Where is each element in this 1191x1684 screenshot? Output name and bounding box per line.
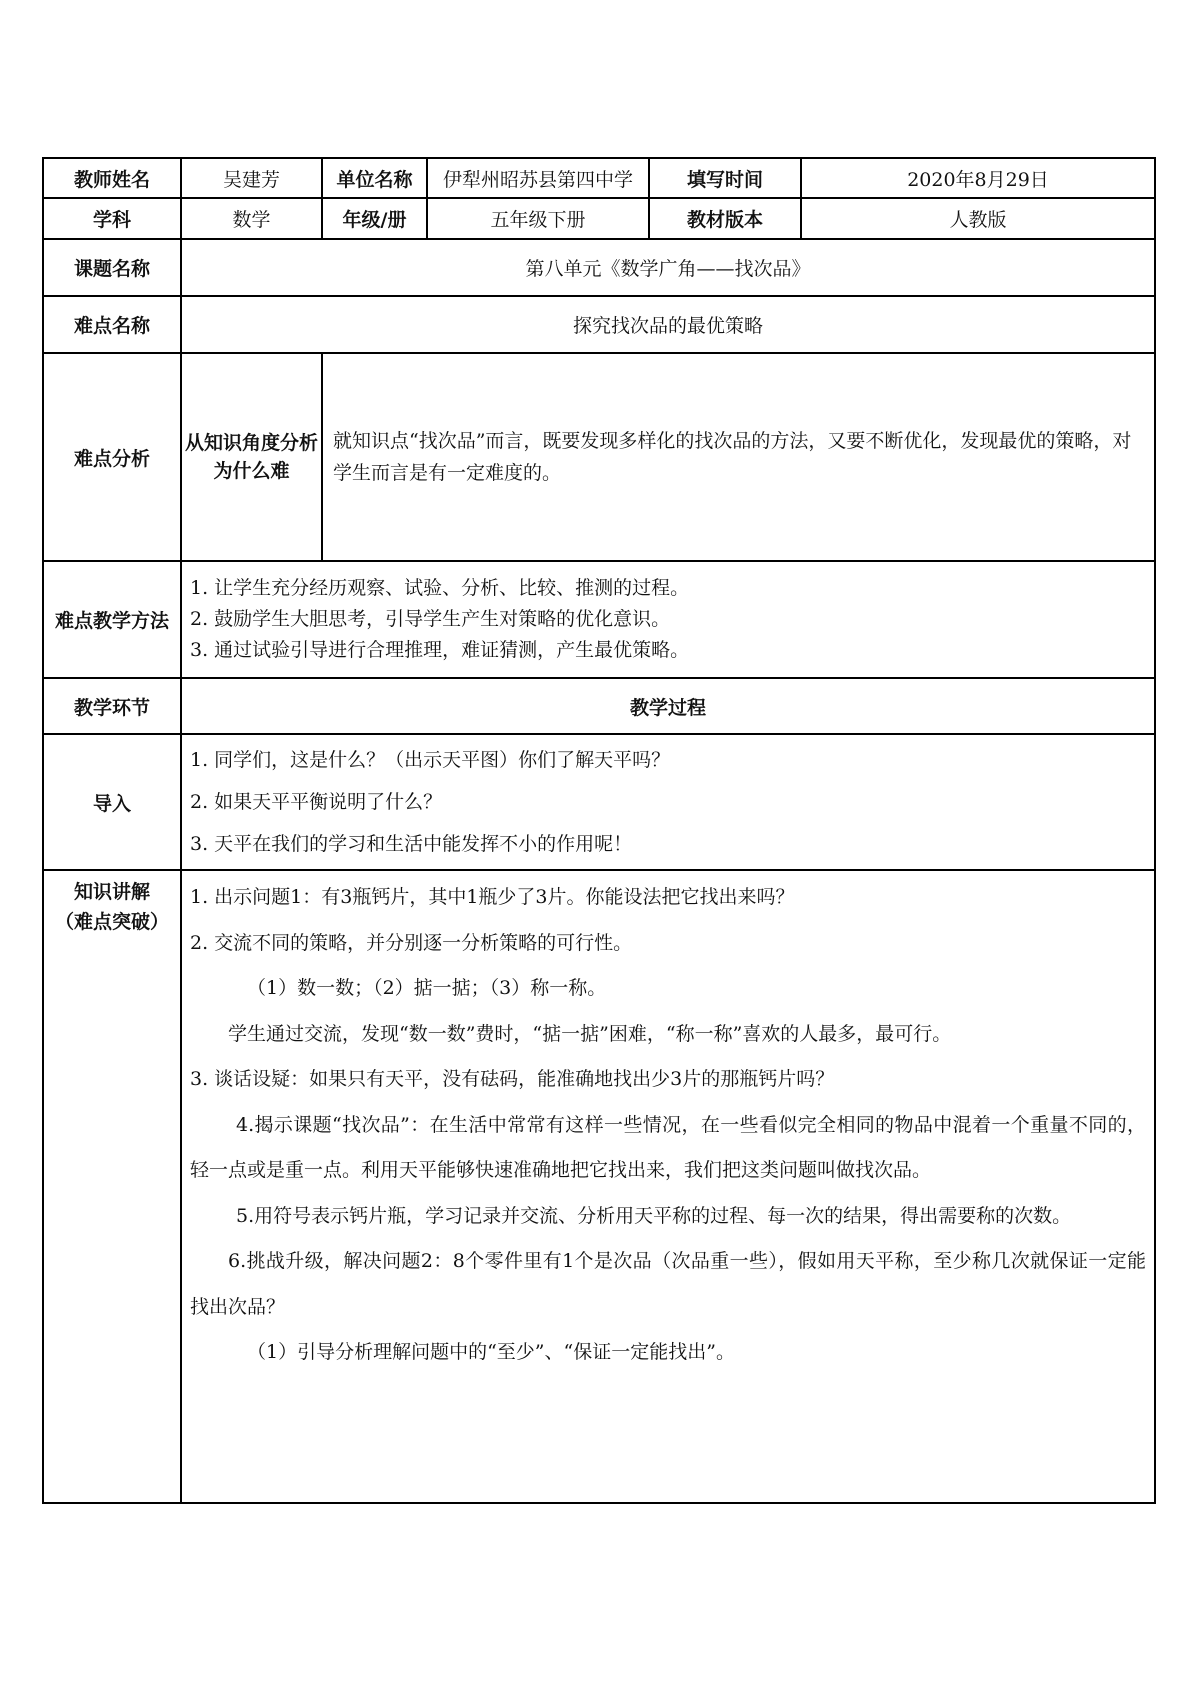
unit-value: 伊犁州昭苏县第四中学 <box>427 158 649 198</box>
methods-item-1: 1. 让学生充分经历观察、试验、分析、比较、推测的过程。 <box>190 577 690 599</box>
knowledge-para-4: 学生通过交流，发现“数一数”费时，“掂一掂”困难，“称一称”喜欢的人最多，最可行。 <box>228 1022 952 1045</box>
intro-item-1: 1. 同学们，这是什么？（出示天平图）你们了解天平吗？ <box>190 749 671 771</box>
analysis-text: 就知识点“找次品”而言，既要发现多样化的找次品的方法，又要不断优化，发现最优的策略，对学生而言是有一定难度的。 <box>322 353 1155 561</box>
methods-list <box>181 561 1155 678</box>
lesson-plan-table <box>42 157 1156 1504</box>
edition-label: 教材版本 <box>649 198 801 239</box>
row-knowledge <box>43 870 1155 1503</box>
date-label: 填写时间 <box>649 158 801 198</box>
analysis-sub-label <box>181 353 322 561</box>
analysis-label: 难点分析 <box>43 353 181 561</box>
teacher-value: 吴建芳 <box>181 158 322 198</box>
difficulty-value: 探究找次品的最优策略 <box>181 296 1155 353</box>
date-value: 2020年8月29日 <box>801 158 1155 198</box>
knowledge-label-line1: 知识讲解 <box>73 881 150 903</box>
process-stage-label: 教学环节 <box>43 678 181 734</box>
knowledge-body <box>181 870 1155 1503</box>
intro-label: 导入 <box>43 734 181 870</box>
teacher-label: 教师姓名 <box>43 158 181 198</box>
knowledge-para-6: 4.揭示课题“找次品”：在生活中常常有这样一些情况，在一些看似完全相同的物品中混着一个重量不同的，轻一点或是重一点。利用天平能够快速准确地把它找出来，我们把这类问题叫做找次品。 <box>190 1113 1146 1181</box>
knowledge-para-2: 2. 交流不同的策略，并分别逐一分析策略的可行性。 <box>190 931 633 954</box>
knowledge-label-line2: （难点突破） <box>54 911 169 933</box>
row-process-header <box>43 678 1155 734</box>
intro-list <box>181 734 1155 870</box>
methods-label: 难点教学方法 <box>43 561 181 678</box>
row-analysis <box>43 353 1155 561</box>
row-topic <box>43 239 1155 296</box>
grade-label: 年级/册 <box>322 198 427 239</box>
knowledge-label <box>43 870 181 1503</box>
knowledge-para-5: 3. 谈话设疑：如果只有天平，没有砝码，能准确地找出少3片的那瓶钙片吗？ <box>190 1068 835 1090</box>
row-teacher <box>43 158 1155 198</box>
edition-value: 人教版 <box>801 198 1155 239</box>
subject-value: 数学 <box>181 198 322 239</box>
methods-item-2: 2. 鼓励学生大胆思考，引导学生产生对策略的优化意识。 <box>190 608 671 630</box>
subject-label: 学科 <box>43 198 181 239</box>
row-difficulty <box>43 296 1155 353</box>
analysis-sub-label-line2: 为什么难 <box>213 460 290 482</box>
topic-label: 课题名称 <box>43 239 181 296</box>
knowledge-para-9: （1）引导分析理解问题中的“至少”、“保证一定能找出”。 <box>247 1341 735 1363</box>
grade-value: 五年级下册 <box>427 198 649 239</box>
row-subject <box>43 198 1155 239</box>
process-title: 教学过程 <box>181 678 1155 734</box>
knowledge-para-1: 1. 出示问题1：有3瓶钙片，其中1瓶少了3片。你能设法把它找出来吗？ <box>190 886 795 908</box>
knowledge-para-8: 6.挑战升级，解决问题2：8个零件里有1个是次品（次品重一些），假如用天平称，至少称几次就保证一定能找出次品？ <box>190 1250 1146 1318</box>
unit-label: 单位名称 <box>322 158 427 198</box>
difficulty-label: 难点名称 <box>43 296 181 353</box>
intro-item-2: 2. 如果天平平衡说明了什么？ <box>190 791 443 813</box>
analysis-sub-label-line1: 从知识角度分析 <box>184 432 318 454</box>
topic-value: 第八单元《数学广角——找次品》 <box>181 239 1155 296</box>
knowledge-para-7: 5.用符号表示钙片瓶，学习记录并交流、分析用天平称的过程、每一次的结果，得出需要称的次数。 <box>236 1204 1072 1227</box>
row-methods <box>43 561 1155 678</box>
methods-item-3: 3. 通过试验引导进行合理推理，难证猜测，产生最优策略。 <box>190 639 690 661</box>
row-intro <box>43 734 1155 870</box>
intro-item-3: 3. 天平在我们的学习和生活中能发挥不小的作用呢！ <box>190 833 633 855</box>
knowledge-para-3: （1）数一数；（2）掂一掂；（3）称一称。 <box>247 977 607 999</box>
